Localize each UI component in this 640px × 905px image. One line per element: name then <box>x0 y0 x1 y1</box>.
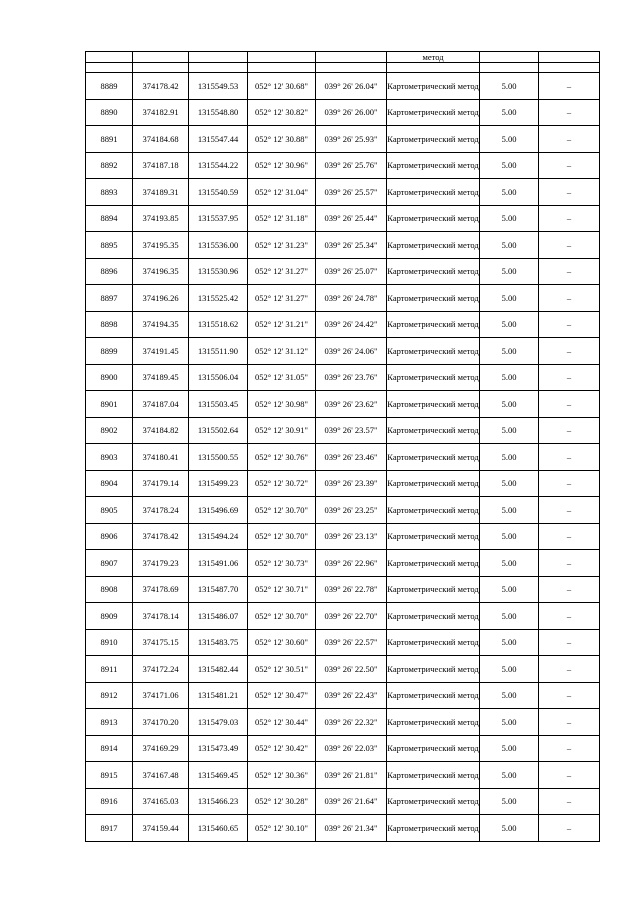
table-row <box>86 815 600 842</box>
cell-longitude: 039° 26' 23.39" <box>316 470 387 497</box>
continued-row <box>86 52 600 63</box>
cell-coord-y: 1315482.44 <box>189 656 248 683</box>
cell-latitude: 052° 12' 31.12" <box>248 338 316 365</box>
cell-coord-x: 374171.06 <box>133 682 189 709</box>
cell-method: Картометрический метод <box>387 391 480 418</box>
cell-accuracy: 5.00 <box>480 444 539 471</box>
cell-accuracy: 5.00 <box>480 152 539 179</box>
cell-note: – <box>539 497 600 524</box>
table-row <box>86 338 600 365</box>
table-row <box>86 258 600 285</box>
cell-coord-x: 374180.41 <box>133 444 189 471</box>
cell-latitude: 052° 12' 31.21" <box>248 311 316 338</box>
cell-latitude: 052° 12' 30.98" <box>248 391 316 418</box>
cell-point-number: 8904 <box>86 470 133 497</box>
cell-accuracy: 5.00 <box>480 338 539 365</box>
cell-coord-y: 1315481.21 <box>189 682 248 709</box>
cell-coord-x: 374184.68 <box>133 126 189 153</box>
cell-coord-x: 374195.35 <box>133 232 189 259</box>
cell-coord-y: 1315466.23 <box>189 788 248 815</box>
table-row <box>86 470 600 497</box>
cell-coord-y: 1315486.07 <box>189 603 248 630</box>
cell-coord-x: 374196.35 <box>133 258 189 285</box>
cell-longitude: 039° 26' 24.42" <box>316 311 387 338</box>
cell-coord-x: 374175.15 <box>133 629 189 656</box>
cell-method: Картометрический метод <box>387 629 480 656</box>
cell-note: – <box>539 550 600 577</box>
cell-latitude: 052° 12' 30.82" <box>248 99 316 126</box>
cell-longitude: 039° 26' 23.13" <box>316 523 387 550</box>
cell-note: – <box>539 576 600 603</box>
cell-note: – <box>539 311 600 338</box>
cell-accuracy: 5.00 <box>480 762 539 789</box>
table-row <box>86 550 600 577</box>
cell <box>133 52 189 63</box>
cell-point-number: 8914 <box>86 735 133 762</box>
cell-longitude: 039° 26' 25.34" <box>316 232 387 259</box>
cell-coord-y: 1315525.42 <box>189 285 248 312</box>
table-row <box>86 444 600 471</box>
cell-point-number: 8894 <box>86 205 133 232</box>
cell-longitude: 039° 26' 23.46" <box>316 444 387 471</box>
cell-point-number: 8916 <box>86 788 133 815</box>
cell-note: – <box>539 338 600 365</box>
cell-accuracy: 5.00 <box>480 682 539 709</box>
cell-coord-x: 374170.20 <box>133 709 189 736</box>
cell-note: – <box>539 205 600 232</box>
cell-accuracy: 5.00 <box>480 603 539 630</box>
cell-method: Картометрический метод <box>387 470 480 497</box>
cell-coord-x: 374172.24 <box>133 656 189 683</box>
cell-coord-x: 374179.14 <box>133 470 189 497</box>
cell <box>189 52 248 63</box>
cell-coord-y: 1315479.03 <box>189 709 248 736</box>
cell-coord-x: 374178.24 <box>133 497 189 524</box>
cell-coord-x: 374187.18 <box>133 152 189 179</box>
cell-longitude: 039° 26' 25.44" <box>316 205 387 232</box>
cell-coord-y: 1315483.75 <box>189 629 248 656</box>
cell-method: Картометрический метод <box>387 99 480 126</box>
cell-latitude: 052° 12' 30.47" <box>248 682 316 709</box>
cell-coord-x: 374167.48 <box>133 762 189 789</box>
cell-note: – <box>539 258 600 285</box>
cell-point-number: 8901 <box>86 391 133 418</box>
cell-longitude: 039° 26' 23.25" <box>316 497 387 524</box>
cell-note: – <box>539 126 600 153</box>
cell-accuracy: 5.00 <box>480 311 539 338</box>
table-row <box>86 285 600 312</box>
cell-note: – <box>539 788 600 815</box>
cell-coord-y: 1315491.06 <box>189 550 248 577</box>
cell-accuracy: 5.00 <box>480 126 539 153</box>
cell-latitude: 052° 12' 31.18" <box>248 205 316 232</box>
cell-note: – <box>539 762 600 789</box>
table-row <box>86 656 600 683</box>
cell-coord-y: 1315460.65 <box>189 815 248 842</box>
cell-method: Картометрический метод <box>387 285 480 312</box>
cell-coord-y: 1315473.49 <box>189 735 248 762</box>
cell-point-number: 8915 <box>86 762 133 789</box>
cell-coord-y: 1315503.45 <box>189 391 248 418</box>
cell-longitude: 039° 26' 23.57" <box>316 417 387 444</box>
cell-point-number: 8893 <box>86 179 133 206</box>
cell-point-number: 8899 <box>86 338 133 365</box>
cell-point-number: 8902 <box>86 417 133 444</box>
cell-accuracy: 5.00 <box>480 709 539 736</box>
cell-coord-x: 374165.03 <box>133 788 189 815</box>
table-row <box>86 232 600 259</box>
cell-method: Картометрический метод <box>387 444 480 471</box>
cell-coord-x: 374191.45 <box>133 338 189 365</box>
cell-coord-y: 1315540.59 <box>189 179 248 206</box>
cell-method: Картометрический метод <box>387 364 480 391</box>
table-row <box>86 603 600 630</box>
cell-latitude: 052° 12' 30.60" <box>248 629 316 656</box>
cell-coord-y: 1315502.64 <box>189 417 248 444</box>
cell-longitude: 039° 26' 22.57" <box>316 629 387 656</box>
cell-point-number: 8912 <box>86 682 133 709</box>
cell-point-number: 8911 <box>86 656 133 683</box>
table-row <box>86 735 600 762</box>
cell-latitude: 052° 12' 30.36" <box>248 762 316 789</box>
cell-accuracy: 5.00 <box>480 735 539 762</box>
table-row <box>86 788 600 815</box>
cell-note: – <box>539 629 600 656</box>
cell-latitude: 052° 12' 30.70" <box>248 523 316 550</box>
cell-method: Картометрический метод <box>387 417 480 444</box>
table-row <box>86 99 600 126</box>
cell-method: Картометрический метод <box>387 311 480 338</box>
cell-coord-y: 1315499.23 <box>189 470 248 497</box>
table-row <box>86 73 600 100</box>
cell-longitude: 039° 26' 24.06" <box>316 338 387 365</box>
cell-accuracy: 5.00 <box>480 523 539 550</box>
cell-latitude: 052° 12' 31.23" <box>248 232 316 259</box>
cell-latitude: 052° 12' 30.96" <box>248 152 316 179</box>
cell-latitude: 052° 12' 30.72" <box>248 470 316 497</box>
cell-coord-x: 374159.44 <box>133 815 189 842</box>
cell-point-number: 8905 <box>86 497 133 524</box>
cell-latitude: 052° 12' 30.73" <box>248 550 316 577</box>
cell-point-number: 8890 <box>86 99 133 126</box>
cell-method: Картометрический метод <box>387 576 480 603</box>
blank-row <box>86 63 600 73</box>
table-row <box>86 126 600 153</box>
cell-point-number: 8910 <box>86 629 133 656</box>
cell-latitude: 052° 12' 30.42" <box>248 735 316 762</box>
cell-coord-y: 1315544.22 <box>189 152 248 179</box>
cell-latitude: 052° 12' 30.88" <box>248 126 316 153</box>
cell-point-number: 8907 <box>86 550 133 577</box>
cell-latitude: 052° 12' 31.04" <box>248 179 316 206</box>
cell-point-number: 8908 <box>86 576 133 603</box>
cell-coord-y: 1315487.70 <box>189 576 248 603</box>
cell-longitude: 039° 26' 22.50" <box>316 656 387 683</box>
cell <box>86 52 133 63</box>
cell-point-number: 8909 <box>86 603 133 630</box>
cell-coord-y: 1315537.95 <box>189 205 248 232</box>
cell-point-number: 8898 <box>86 311 133 338</box>
cell-method: Картометрический метод <box>387 788 480 815</box>
cell-longitude: 039° 26' 24.78" <box>316 285 387 312</box>
cell-accuracy: 5.00 <box>480 417 539 444</box>
table-row <box>86 682 600 709</box>
cell-coord-x: 374189.31 <box>133 179 189 206</box>
table-row <box>86 391 600 418</box>
cell-coord-y: 1315530.96 <box>189 258 248 285</box>
cell-longitude: 039° 26' 22.32" <box>316 709 387 736</box>
cell-point-number: 8903 <box>86 444 133 471</box>
cell-coord-x: 374178.14 <box>133 603 189 630</box>
cell-latitude: 052° 12' 30.71" <box>248 576 316 603</box>
cell-coord-x: 374196.26 <box>133 285 189 312</box>
cell-coord-x: 374187.04 <box>133 391 189 418</box>
cell-latitude: 052° 12' 31.27" <box>248 285 316 312</box>
cell-method: Картометрический метод <box>387 735 480 762</box>
cell-method: Картометрический метод <box>387 152 480 179</box>
cell <box>316 52 387 63</box>
table-row <box>86 364 600 391</box>
cell-longitude: 039° 26' 22.70" <box>316 603 387 630</box>
cell-coord-x: 374169.29 <box>133 735 189 762</box>
cell-method: метод <box>387 52 480 63</box>
cell-note: – <box>539 285 600 312</box>
cell-coord-x: 374179.23 <box>133 550 189 577</box>
cell-latitude: 052° 12' 30.70" <box>248 603 316 630</box>
cell-point-number: 8897 <box>86 285 133 312</box>
cell-note: – <box>539 152 600 179</box>
cell-longitude: 039° 26' 25.93" <box>316 126 387 153</box>
cell-coord-y: 1315536.00 <box>189 232 248 259</box>
cell-coord-x: 374182.91 <box>133 99 189 126</box>
cell-longitude: 039° 26' 21.34" <box>316 815 387 842</box>
cell-coord-x: 374178.42 <box>133 73 189 100</box>
cell-accuracy: 5.00 <box>480 179 539 206</box>
cell-longitude: 039° 26' 23.62" <box>316 391 387 418</box>
cell-latitude: 052° 12' 31.27" <box>248 258 316 285</box>
cell-coord-x: 374193.85 <box>133 205 189 232</box>
cell-accuracy: 5.00 <box>480 656 539 683</box>
cell-longitude: 039° 26' 21.64" <box>316 788 387 815</box>
table-row <box>86 629 600 656</box>
cell-method: Картометрический метод <box>387 205 480 232</box>
cell-latitude: 052° 12' 30.44" <box>248 709 316 736</box>
cell-method: Картометрический метод <box>387 603 480 630</box>
cell-point-number: 8896 <box>86 258 133 285</box>
cell-coord-y: 1315496.69 <box>189 497 248 524</box>
cell-latitude: 052° 12' 30.70" <box>248 497 316 524</box>
cell-coord-y: 1315511.90 <box>189 338 248 365</box>
table-row <box>86 576 600 603</box>
cell-method: Картометрический метод <box>387 126 480 153</box>
cell-note: – <box>539 603 600 630</box>
cell-note: – <box>539 73 600 100</box>
cell-longitude: 039° 26' 22.43" <box>316 682 387 709</box>
table-row <box>86 205 600 232</box>
cell-note: – <box>539 391 600 418</box>
cell-note: – <box>539 523 600 550</box>
cell-accuracy: 5.00 <box>480 205 539 232</box>
cell-coord-x: 374189.45 <box>133 364 189 391</box>
cell-latitude: 052° 12' 30.10" <box>248 815 316 842</box>
cell-method: Картометрический метод <box>387 232 480 259</box>
cell-note: – <box>539 735 600 762</box>
cell-longitude: 039° 26' 22.03" <box>316 735 387 762</box>
cell-note: – <box>539 470 600 497</box>
cell-accuracy: 5.00 <box>480 285 539 312</box>
cell-point-number: 8895 <box>86 232 133 259</box>
cell-point-number: 8892 <box>86 152 133 179</box>
cell <box>480 52 539 63</box>
cell-coord-x: 374178.69 <box>133 576 189 603</box>
cell-note: – <box>539 815 600 842</box>
cell-accuracy: 5.00 <box>480 73 539 100</box>
cell-latitude: 052° 12' 30.51" <box>248 656 316 683</box>
cell-latitude: 052° 12' 30.28" <box>248 788 316 815</box>
cell-coord-x: 374178.42 <box>133 523 189 550</box>
cell-accuracy: 5.00 <box>480 232 539 259</box>
cell-longitude: 039° 26' 22.96" <box>316 550 387 577</box>
table-row <box>86 179 600 206</box>
cell-coord-y: 1315506.04 <box>189 364 248 391</box>
cell <box>539 52 600 63</box>
cell-coord-x: 374194.35 <box>133 311 189 338</box>
cell-method: Картометрический метод <box>387 338 480 365</box>
cell-point-number: 8906 <box>86 523 133 550</box>
cell-longitude: 039° 26' 22.78" <box>316 576 387 603</box>
cell-note: – <box>539 417 600 444</box>
cell-note: – <box>539 656 600 683</box>
cell-point-number: 8889 <box>86 73 133 100</box>
cell-method: Картометрический метод <box>387 523 480 550</box>
cell-coord-y: 1315518.62 <box>189 311 248 338</box>
cell-coord-y: 1315548.80 <box>189 99 248 126</box>
cell-coord-y: 1315547.44 <box>189 126 248 153</box>
cell-point-number: 8917 <box>86 815 133 842</box>
table-row <box>86 311 600 338</box>
cell-method: Картометрический метод <box>387 179 480 206</box>
cell-accuracy: 5.00 <box>480 629 539 656</box>
cell-point-number: 8913 <box>86 709 133 736</box>
cell-longitude: 039° 26' 21.81" <box>316 762 387 789</box>
cell-longitude: 039° 26' 25.07" <box>316 258 387 285</box>
cell-latitude: 052° 12' 31.05" <box>248 364 316 391</box>
cell-latitude: 052° 12' 30.68" <box>248 73 316 100</box>
cell-latitude: 052° 12' 30.91" <box>248 417 316 444</box>
table-row <box>86 497 600 524</box>
cell-method: Картометрический метод <box>387 709 480 736</box>
cell-accuracy: 5.00 <box>480 788 539 815</box>
cell-longitude: 039° 26' 25.57" <box>316 179 387 206</box>
cell-method: Картометрический метод <box>387 656 480 683</box>
coordinates-table <box>85 51 600 842</box>
cell-method: Картометрический метод <box>387 497 480 524</box>
cell-note: – <box>539 232 600 259</box>
cell-coord-y: 1315469.45 <box>189 762 248 789</box>
cell-longitude: 039° 26' 23.76" <box>316 364 387 391</box>
cell-longitude: 039° 26' 26.04" <box>316 73 387 100</box>
cell-latitude: 052° 12' 30.76" <box>248 444 316 471</box>
cell-method: Картометрический метод <box>387 815 480 842</box>
cell-method: Картометрический метод <box>387 258 480 285</box>
cell-note: – <box>539 682 600 709</box>
cell-note: – <box>539 179 600 206</box>
cell-point-number: 8900 <box>86 364 133 391</box>
cell-note: – <box>539 99 600 126</box>
cell-coord-y: 1315500.55 <box>189 444 248 471</box>
cell-coord-y: 1315494.24 <box>189 523 248 550</box>
cell-accuracy: 5.00 <box>480 815 539 842</box>
cell-longitude: 039° 26' 25.76" <box>316 152 387 179</box>
cell-method: Картометрический метод <box>387 682 480 709</box>
cell-longitude: 039° 26' 26.00" <box>316 99 387 126</box>
cell-accuracy: 5.00 <box>480 364 539 391</box>
cell-note: – <box>539 709 600 736</box>
cell-method: Картометрический метод <box>387 550 480 577</box>
cell-accuracy: 5.00 <box>480 576 539 603</box>
cell-point-number: 8891 <box>86 126 133 153</box>
cell-accuracy: 5.00 <box>480 470 539 497</box>
cell-note: – <box>539 364 600 391</box>
cell-method: Картометрический метод <box>387 73 480 100</box>
table-row <box>86 417 600 444</box>
table-row <box>86 709 600 736</box>
cell <box>248 52 316 63</box>
table-row <box>86 152 600 179</box>
table-row <box>86 762 600 789</box>
cell-accuracy: 5.00 <box>480 258 539 285</box>
table-row <box>86 523 600 550</box>
cell-coord-x: 374184.82 <box>133 417 189 444</box>
cell-accuracy: 5.00 <box>480 550 539 577</box>
cell-note: – <box>539 444 600 471</box>
cell-coord-y: 1315549.53 <box>189 73 248 100</box>
cell-accuracy: 5.00 <box>480 497 539 524</box>
cell-accuracy: 5.00 <box>480 391 539 418</box>
cell-accuracy: 5.00 <box>480 99 539 126</box>
cell-method: Картометрический метод <box>387 762 480 789</box>
